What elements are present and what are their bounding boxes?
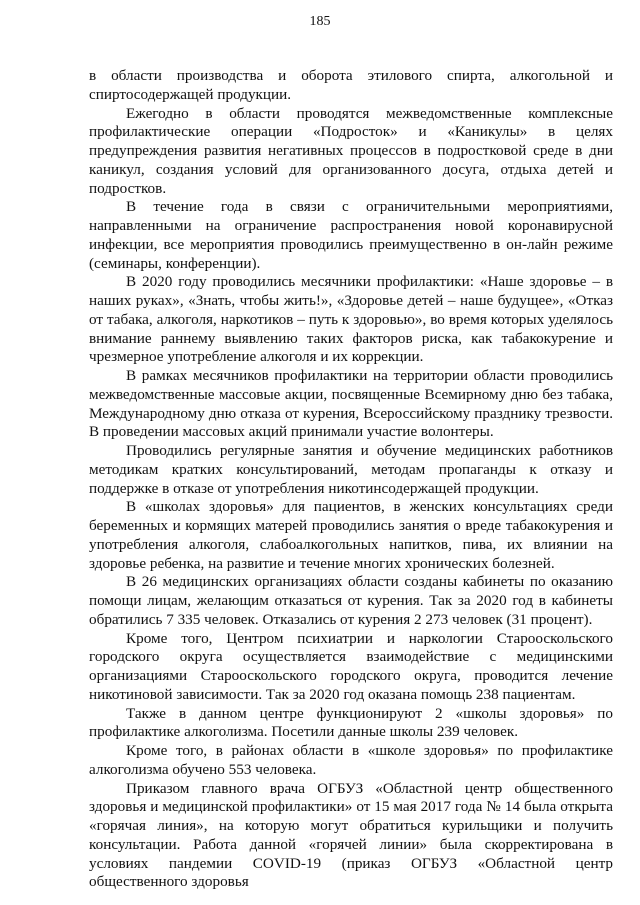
paragraph-prevention-months: В 2020 году проводились месячники профилактики: «Наше здоровье – в наших руках», «Знать, чтобы жить!», «Здоровье детей – наше будущее», «Отказ от табака, алкоголя, наркотиков – путь к здоровью», во время которых уделялось внимание раннему выявлению таких факторов риска, как табакокурение и чрезмерное употребление алкоголя и их коррекции. — [89, 273, 613, 366]
document-body — [89, 67, 613, 892]
paragraph-alcoholism-schools: Также в данном центре функционируют 2 «школы здоровья» по профилактике алкоголизма. Посетили данные школы 239 человек. — [89, 704, 613, 741]
paragraph-alcohol-production: в области производства и оборота этилового спирта, алкогольной и спиртосодержащей продукции. — [89, 67, 613, 103]
paragraph-health-schools: В «школах здоровья» для пациентов, в женских консультациях среди беременных и кормящих матерей проводились занятия о вреде табакокурения и употребления алкоголя, слабоалкогольных напитков, пива, их влиянии на здоровье ребенка, на развитие и течение многих хронических болезней. — [89, 498, 613, 572]
page-number: 185 — [309, 14, 331, 29]
paragraph-quit-smoking-offices: В 26 медицинских организациях области созданы кабинеты по оказанию помощи лицам, желающим отказаться от курения. Так за 2020 год в кабинеты обратились 7 335 человек. Отказались от курения 2 273 человек (31 процент). — [89, 573, 613, 628]
paragraph-hotline-order: Приказом главного врача ОГБУЗ «Областной центр общественного здоровья и медицинской профилактики» от 15 мая 2017 года № 14 была открыта «горячая линия», на которую могут обратиться курильщики и получить консультации. Работа данной «горячей линии» была скорректирована в условиях пандемии COVID-19 (приказ ОГБУЗ «Областной центр общественного здоровья — [89, 779, 613, 891]
paragraph-staff-training: Проводились регулярные занятия и обучение медицинских работников методикам кратких консультирований, методам пропаганды к отказу и поддержке в отказе от употребления никотинсодержащей продукции. — [89, 442, 613, 497]
paragraph-district-training: Кроме того, в районах области в «школе здоровья» по профилактике алкоголизма обучено 553 человека. — [89, 742, 613, 778]
paragraph-mass-actions: В рамках месячников профилактики на территории области проводились межведомственные массовые акции, посвященные Всемирному дню без табака, Международному дню отказа от курения, Всероссийскому празднику трезвости. В проведении массовых акций принимали участие волонтеры. — [89, 367, 613, 441]
paragraph-online-events: В течение года в связи с ограничительными мероприятиями, направленными на ограничение распространения новой коронавирусной инфекции, все мероприятия проводились преимущественно в он-лайн режиме (семинары, конференции). — [89, 198, 613, 272]
paragraph-preventive-operations: Ежегодно в области проводятся межведомственные комплексные профилактические операции «Подросток» и «Каникулы» в целях предупреждения развития негативных процессов в подростковой среде в дни каникул, создания условий для организованного досуга, отдыха детей и подростков. — [89, 104, 613, 197]
paragraph-stary-oskol-center: Кроме того, Центром психиатрии и наркологии Старооскольского городского округа осуществляется взаимодействие с медицинскими организациями Старооскольского городского округа, проводится лечение никотиновой зависимости. Так за 2020 год оказана помощь 238 пациентам. — [89, 629, 613, 703]
